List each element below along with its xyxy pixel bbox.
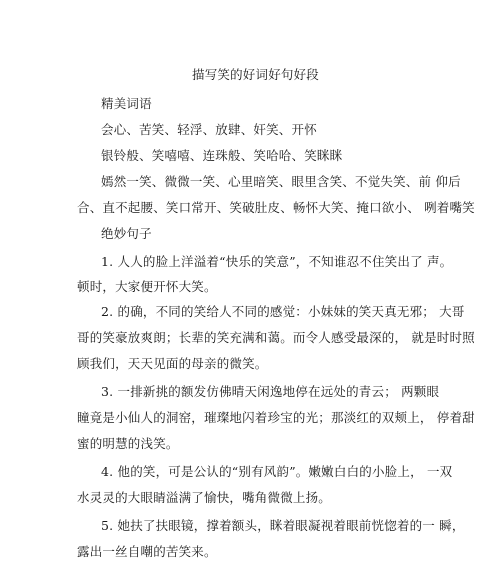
sentence-3-line-3: 蜜的明慧的浅笑。 xyxy=(77,436,179,451)
document-title: 描写笑的好词好句好段 xyxy=(192,67,320,82)
sentence-4-line-1: 4. 他的笑，可是公认的“别有风韵”。嫩嫩白白的小脸上， 一双 xyxy=(101,464,453,479)
heading-sentences: 绝妙句子 xyxy=(101,226,152,241)
sentence-2-line-3: 顾我们，天天见面的母亲的微笑。 xyxy=(77,356,268,371)
sentence-5-line-1: 5. 她扶了扶眼镜，撑着额头，眯着眼凝视着眼前恍惚着的一 瞬， xyxy=(101,518,465,533)
sentence-5-line-2: 露出一丝自嘲的苦笑来。 xyxy=(77,544,217,559)
sentence-2-line-1: 2. 的确，不同的笑给人不同的感觉：小妹妹的笑天真无邪； 大哥 xyxy=(101,304,465,319)
word-list-line-1: 会心、苦笑、轻浮、放肆、奸笑、开怀 xyxy=(101,122,317,137)
sentence-2-line-2: 哥的笑豪放爽朗；长辈的笑充满和蔼。而令人感受最深的， 就是时时照 xyxy=(77,330,475,345)
sentence-3-line-2: 瞳竟是小仙人的洞窑，璀璨地闪着珍宝的光；那淡红的双颊上， 停着甜 xyxy=(77,410,475,425)
sentence-4-line-2: 水灵灵的大眼睛溢满了愉快，嘴角微微上扬。 xyxy=(77,490,332,505)
word-list-line-3b: 合、直不起腰、笑口常开、笑破肚皮、畅怀大笑、掩口欲小、 咧着嘴笑 xyxy=(77,200,475,215)
sentence-1-line-2: 顿时，大家便开怀大笑。 xyxy=(77,279,217,294)
sentence-1-line-1: 1. 人人的脸上洋溢着“快乐的笑意”，不知谁忍不住笑出了 声。 xyxy=(101,254,453,269)
word-list-line-2: 银铃般、笑嘻嘻、连珠般、笑哈哈、笑眯眯 xyxy=(101,148,343,163)
sentence-3-line-1: 3. 一排新挑的额发仿佛晴天闲逸地停在远处的青云； 两颗眼 xyxy=(101,384,440,399)
heading-beautiful-words: 精美词语 xyxy=(101,96,152,111)
word-list-line-3a: 嫣然一笑、微微一笑、心里暗笑、眼里含笑、不觉失笑、前 仰后 xyxy=(101,174,461,189)
